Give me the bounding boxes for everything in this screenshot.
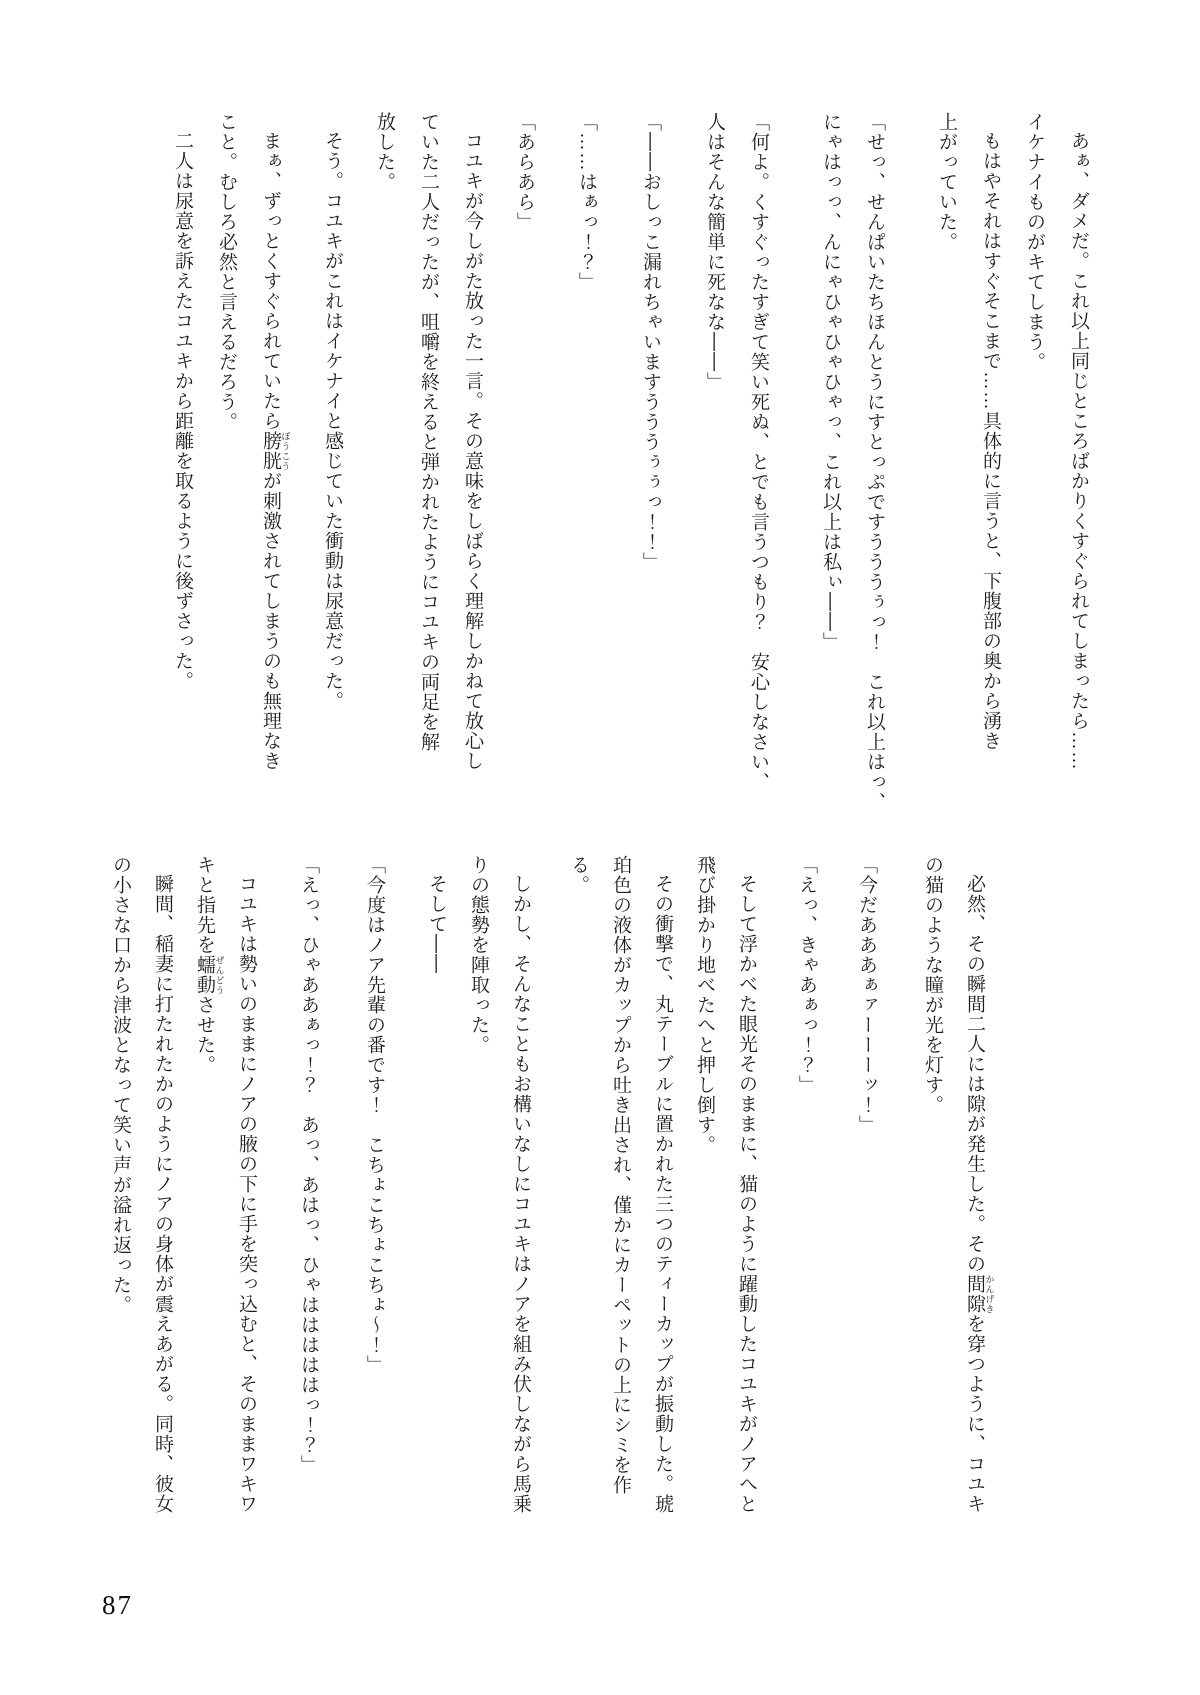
text-line: もはやそれはすぐそこまで……具体的に言うと、下腹部の奥から湧き [980,131,1001,751]
text-line: 珀色の液体がカップから吐き出され、僅かにカーペットの上にシミを作 [610,855,631,1495]
text-line: そして―― [426,874,447,974]
text-line: にゃはっっ、んにゃひゃひゃひゃっ、これ以上は私ぃ――」 [820,112,841,652]
text-line: その衝撃で、丸テーブルに置かれた三つのティーカップが振動した。琥 [652,874,673,1514]
text-run: キと指先を [194,855,215,955]
text-line: 「今だあああぁァーーーッ！」 [856,855,877,1135]
text-line [183,855,225,1555]
text-line: 「……はぁっ！？」 [576,112,597,292]
text-line: こと。むしろ必然と言えるだろう。 [216,112,237,432]
text-line [953,855,995,1555]
text-line: 人はそんな簡単に死なな――」 [704,112,725,392]
text-line: イケナイものがキてしまう。 [1024,112,1045,372]
text-line: あぁ、ダメだ。これ以上同じところばかりくすぐられてしまったら…… [1068,131,1089,771]
text-section-top [160,112,1100,892]
text-run: が刺激されてしまうのも無理なき [260,471,281,771]
text-line: しかし、そんなこともお構いなしにコユキはノアを組み伏しながら馬乗 [510,874,531,1514]
text-line: りの態勢を陣取った。 [468,855,489,1055]
text-line: る。 [568,855,589,895]
text-section-bottom [99,855,995,1555]
text-run: 必然、その瞬間二人には隙が発生した。その [964,874,985,1274]
ruby-annotation [260,431,291,471]
text-line: 上がっていた。 [936,112,957,252]
text-line: の小さな口から津波となって笑い声が溢れ返った。 [110,855,131,1315]
text-line [248,112,292,892]
ruby-base: 間隙 [964,1274,985,1314]
text-line: 瞬間、稲妻に打たれたかのようにノアの身体が震えあがる。同時、彼女 [152,874,173,1514]
ruby-text: かんげき [984,1274,995,1314]
ruby-base: 膀胱 [260,431,281,471]
ruby-base: 蠕動 [194,955,215,995]
ruby-text: ぜんどう [214,955,225,995]
text-line: 二人は尿意を訴えたコユキから距離を取るように後ずさった。 [172,131,193,691]
text-line: そう。コユキがこれはイケナイと感じていた衝動は尿意だった。 [322,131,343,711]
text-line: そして浮かべた眼光そのままに、猫のように躍動したコユキがノアへと [736,874,757,1514]
text-line: 「――おしっこ漏れちゃいますうううぅぅっ！！」 [640,112,661,572]
text-line: コユキが今しがた放った一言。その意味をしばらく理解しかねて放心し [462,131,483,771]
ruby-annotation [194,955,225,995]
text-line: 「えっ、ひゃああぁっ！？ あっ、あはっ、ひゃはははははっ！？」 [298,855,319,1475]
text-line: 「せっ、せんぱいたちほんとうにすとっぷですうううぅっ！ これ以上はっ、 [864,112,885,812]
text-line: の猫のような瞳が光を灯す。 [922,855,943,1115]
ruby-annotation [964,1274,995,1314]
text-line: ていた二人だったが、咀嚼を終えると弾かれたようにコユキの両足を解 [418,112,439,752]
text-line: 「今度はノア先輩の番です！ こちょこちょこちょ～！」 [364,855,385,1375]
text-line: 飛び掛かり地べたへと押し倒す。 [694,855,715,1155]
text-run: を穿つように、コユキ [964,1314,985,1514]
text-line: 「何よ。くすぐったすぎて笑い死ぬ、とでも言うつもり？ 安心しなさい、 [748,112,769,792]
page-number: 87 [102,1590,133,1620]
ruby-text: ぼうこう [280,431,291,471]
text-line: 放した。 [374,112,395,192]
text-run: まぁ、ずっとくすぐられていたら [260,131,281,431]
text-line: 「えっ、きゃあぁっ！？」 [796,855,817,1095]
text-run: させた。 [194,995,215,1075]
text-line: コユキは勢いのままにノアの腋の下に手を突っ込むと、そのままワキワ [236,874,257,1514]
text-line: 「あらあら」 [514,112,535,232]
